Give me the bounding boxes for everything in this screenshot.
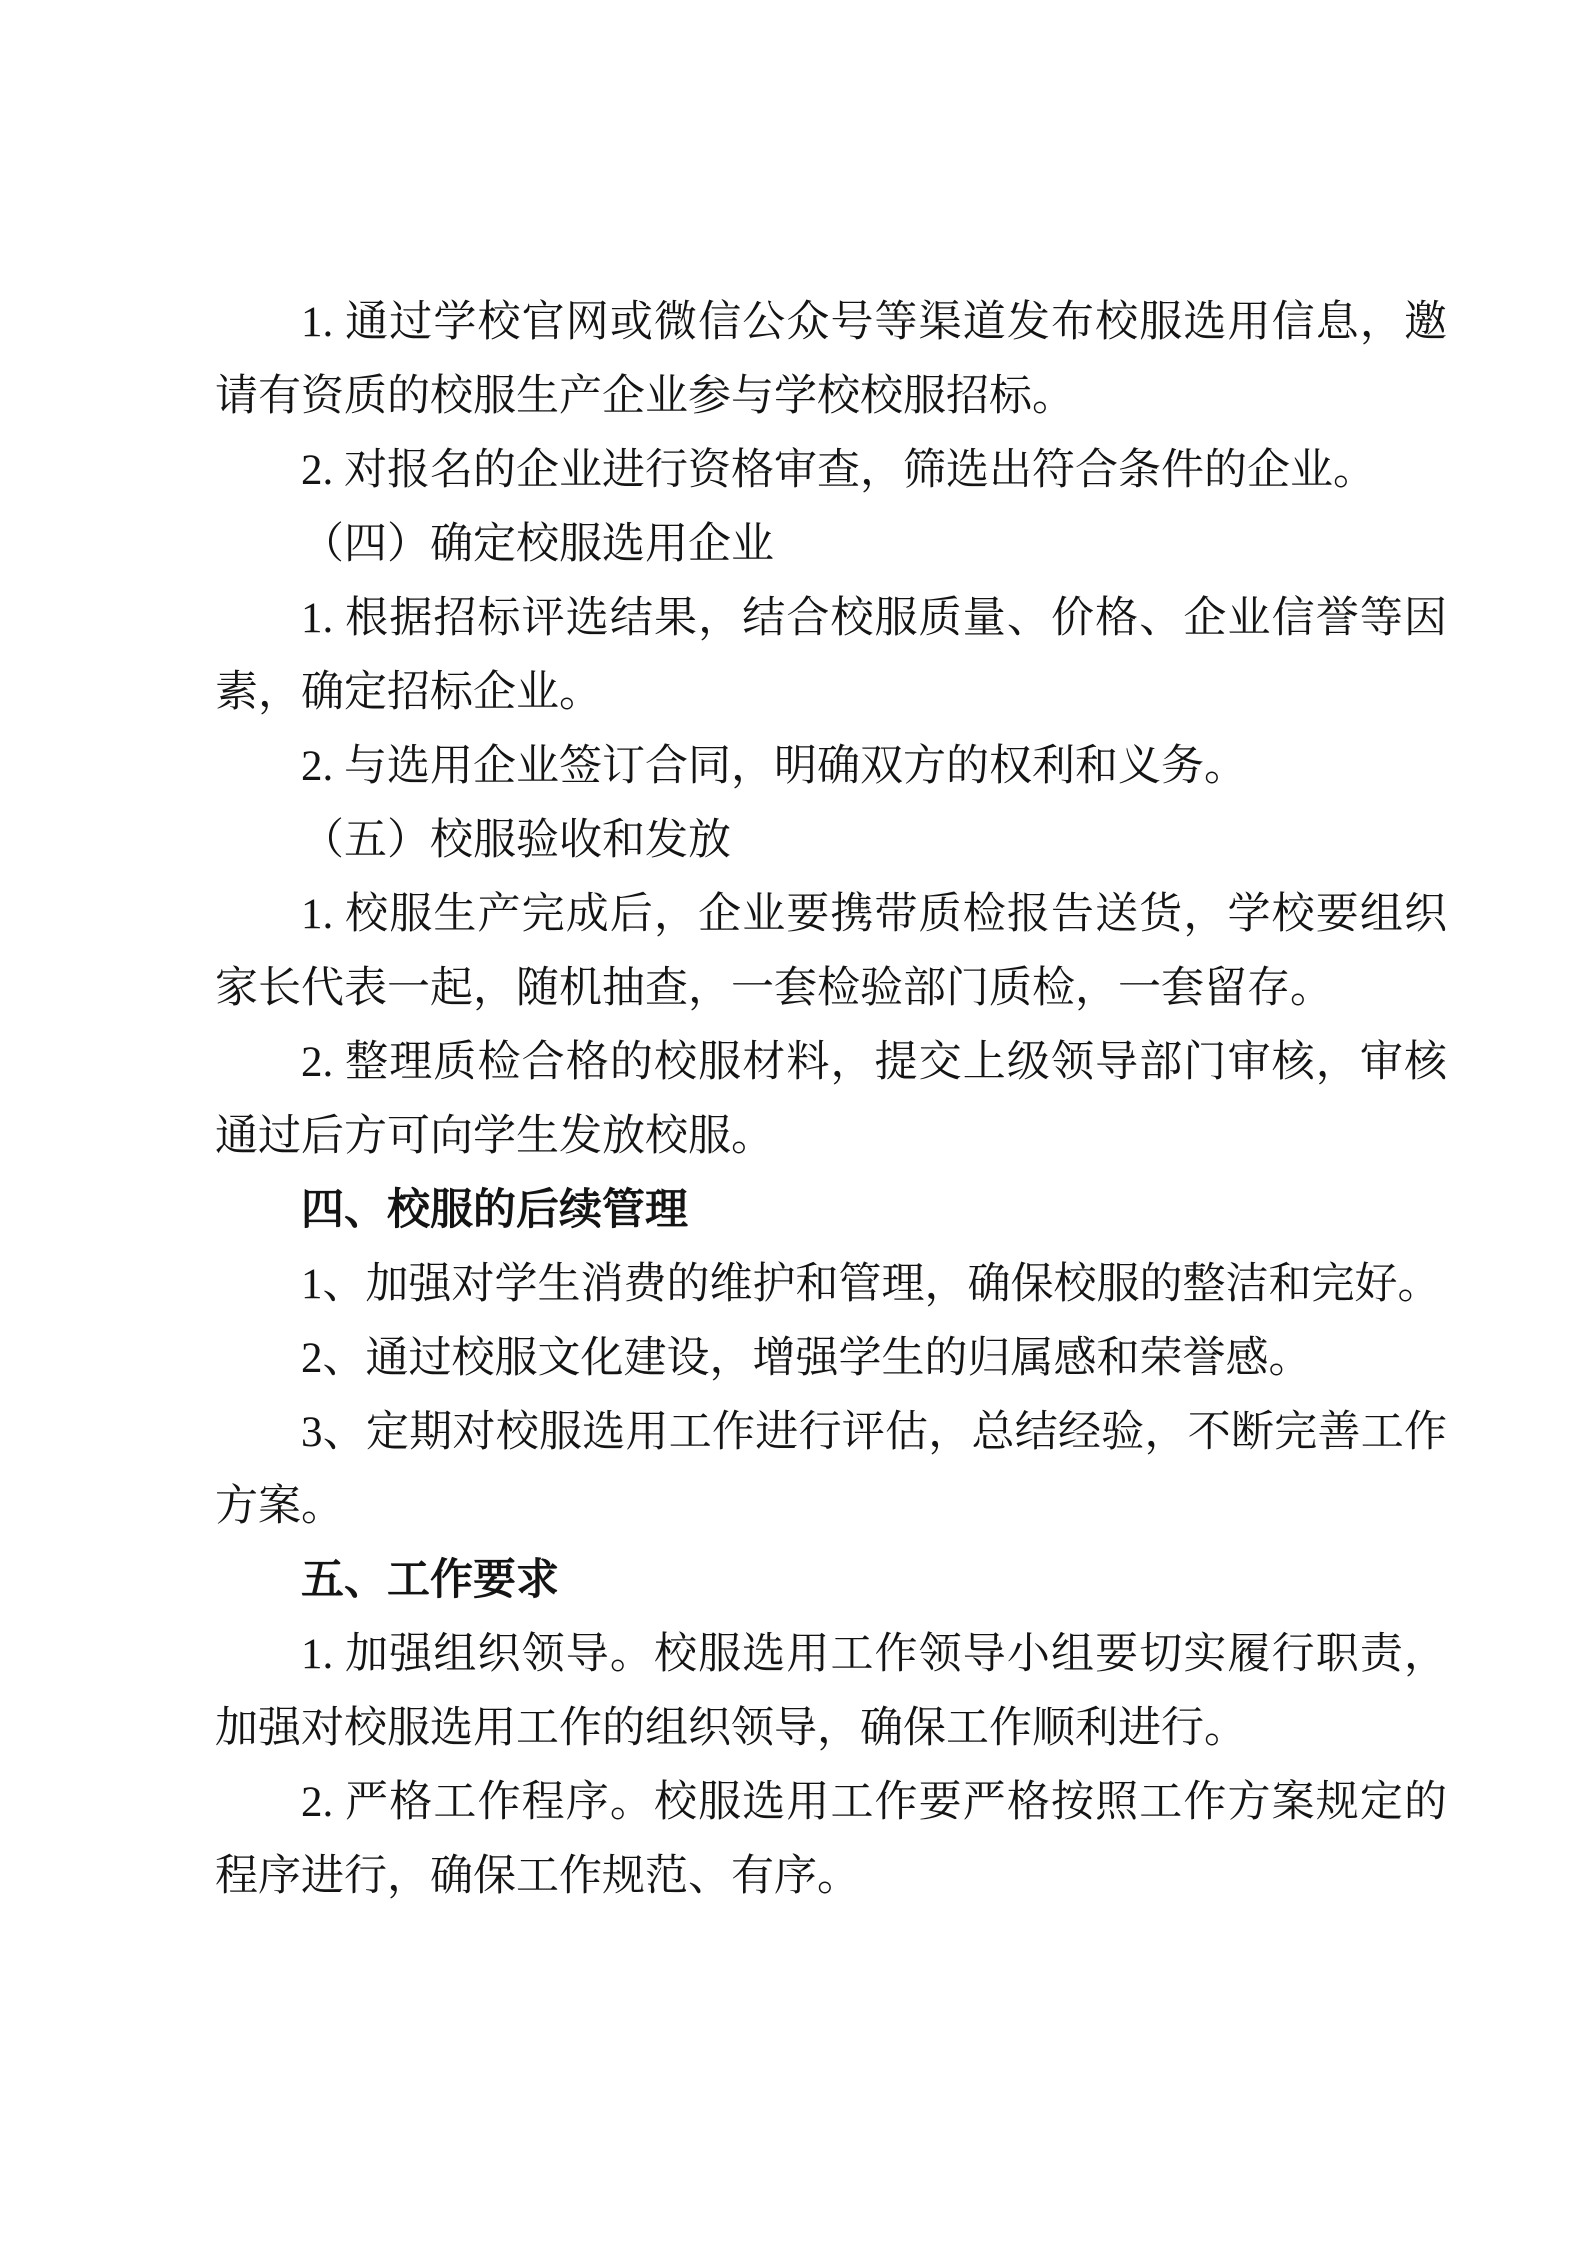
subsection-heading: （四）确定校服选用企业 xyxy=(301,521,774,568)
paragraph: 1. 通过学校官网或微信公众号等渠道发布校服选用信息，邀请有资质的校服生产企业参与学校校服招标。 xyxy=(215,299,1447,420)
paragraph: 2. 对报名的企业进行资格审查，筛选出符合条件的企业。 xyxy=(301,447,1376,494)
section-heading: 四、校服的后续管理 xyxy=(301,1187,688,1234)
paragraph: 2. 整理质检合格的校服材料，提交上级领导部门审核，审核通过后方可向学生发放校服。 xyxy=(215,1039,1447,1160)
paragraph: 1. 加强组织领导。校服选用工作领导小组要切实履行职责，加强对校服选用工作的组织领导，确保工作顺利进行。 xyxy=(215,1631,1447,1752)
document-body xyxy=(215,286,1447,1914)
paragraph: 2. 严格工作程序。校服选用工作要严格按照工作方案规定的程序进行，确保工作规范、有序。 xyxy=(215,1779,1447,1900)
paragraph: 1. 校服生产完成后，企业要携带质检报告送货，学校要组织家长代表一起，随机抽查，一套检验部门质检，一套留存。 xyxy=(215,891,1447,1012)
paragraph: 2、通过校服文化建设，增强学生的归属感和荣誉感。 xyxy=(301,1335,1312,1382)
paragraph: 2. 与选用企业签订合同，明确双方的权利和义务。 xyxy=(301,743,1247,790)
paragraph: 1. 根据招标评选结果，结合校服质量、价格、企业信誉等因素，确定招标企业。 xyxy=(215,595,1447,716)
section-heading: 五、工作要求 xyxy=(301,1557,559,1604)
subsection-heading: （五）校服验收和发放 xyxy=(301,817,731,864)
paragraph: 3、定期对校服选用工作进行评估，总结经验，不断完善工作方案。 xyxy=(215,1409,1447,1530)
paragraph: 1、加强对学生消费的维护和管理，确保校服的整洁和完好。 xyxy=(301,1261,1441,1308)
